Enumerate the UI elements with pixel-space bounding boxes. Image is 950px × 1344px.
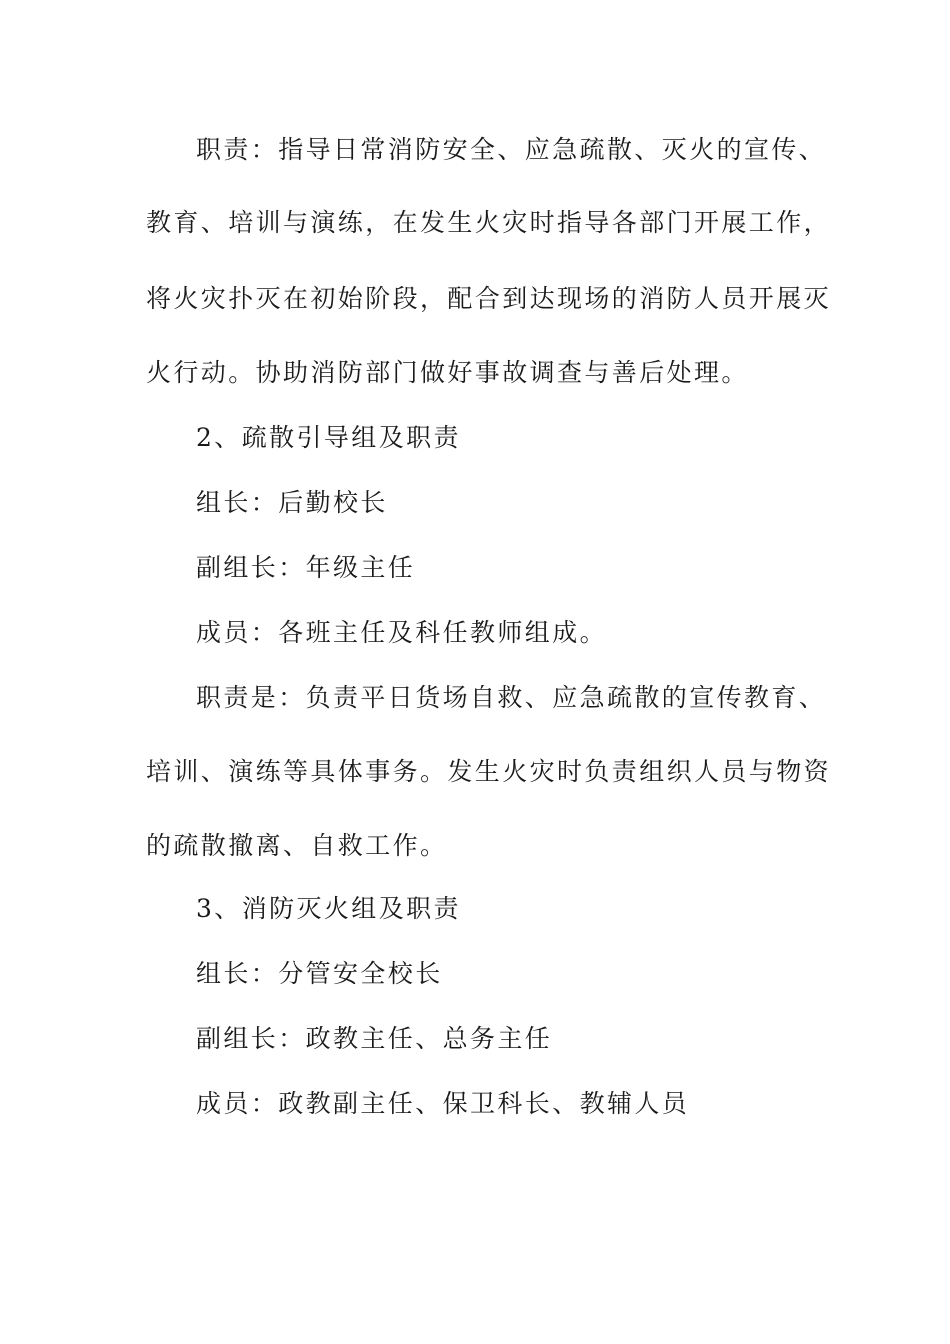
- section-heading: 3、消防灭火组及职责: [196, 894, 461, 923]
- group-deputy: 副组长：年级主任: [196, 553, 416, 582]
- paragraph-line: 的疏散撤离、自救工作。: [146, 831, 448, 860]
- paragraph-line: 火行动。协助消防部门做好事故调查与善后处理。: [146, 358, 749, 387]
- section-heading: 2、疏散引导组及职责: [196, 423, 461, 452]
- group-leader: 组长：后勤校长: [196, 488, 388, 517]
- paragraph-line: 培训、演练等具体事务。发生火灾时负责组织人员与物资: [146, 757, 832, 786]
- paragraph-line: 职责是：负责平日货场自救、应急疏散的宣传教育、: [196, 683, 827, 712]
- paragraph-line: 职责：指导日常消防安全、应急疏散、灭火的宣传、: [196, 135, 827, 164]
- group-deputy: 副组长：政教主任、总务主任: [196, 1024, 553, 1053]
- group-members: 成员：政教副主任、保卫科长、教辅人员: [196, 1089, 690, 1118]
- paragraph-line: 将火灾扑灭在初始阶段，配合到达现场的消防人员开展灭: [146, 284, 832, 313]
- group-leader: 组长：分管安全校长: [196, 959, 443, 988]
- group-members: 成员：各班主任及科任教师组成。: [196, 618, 608, 647]
- paragraph-line: 教育、培训与演练，在发生火灾时指导各部门开展工作，: [146, 208, 832, 237]
